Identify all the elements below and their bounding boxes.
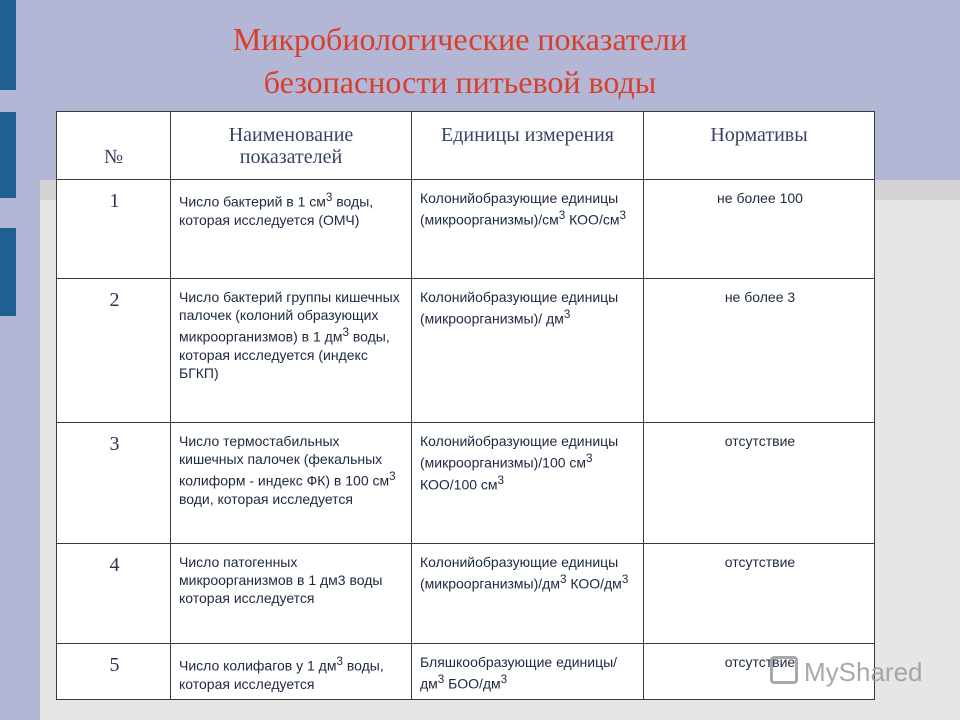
page-title (140, 18, 780, 104)
row-norm: не более 100 (644, 180, 875, 279)
row-norm: не более 3 (644, 279, 875, 423)
watermark-icon (770, 656, 798, 684)
watermark (770, 656, 923, 688)
title-line-2: безопасности питьевой воды (263, 64, 657, 100)
row-units: Бляшкообразующие единицы/$дм^3$ БОО/$дм^3$ (412, 644, 644, 700)
table-row (57, 180, 875, 279)
watermark-text: MyShared (804, 657, 923, 687)
row-name: Число бактерий в 1 $см^3$ воды, которая исследуется (ОМЧ) (171, 180, 412, 279)
row-norm: отсутствие (644, 544, 875, 644)
table-row (57, 423, 875, 544)
side-accent-bar (0, 112, 16, 198)
row-number: 5 (57, 644, 171, 700)
row-norm: отсутствие (644, 423, 875, 544)
table-header-row (57, 112, 875, 180)
row-number: 3 (57, 423, 171, 544)
table-row (57, 544, 875, 644)
row-units: Колонийобразующие единицы (микроорганизмы)/100 $см^3$ КОО/100 $см^3$ (412, 423, 644, 544)
header-norms: Нормативы (644, 112, 875, 180)
header-name: Наименование показателей (171, 112, 412, 180)
row-name: Число патогенных микроорганизмов в 1 дм3 воды которая исследуется (171, 544, 412, 644)
indicators-table (56, 111, 875, 700)
row-number: 4 (57, 544, 171, 644)
side-accent-bar (0, 0, 16, 90)
row-norm: отсутствие (644, 644, 875, 700)
row-units: Колонийобразующие единицы $(микроорганизмы)/см^3$ КОО/$см^3$ (412, 180, 644, 279)
table-row (57, 279, 875, 423)
table-row (57, 644, 875, 700)
row-units: Колонийобразующие единицы $(микроорганизмы)/дм^3$ КОО/$дм^3$ (412, 544, 644, 644)
side-accent-bar (0, 228, 16, 316)
row-name: Число колифагов у 1 $дм^3$ воды, которая исследуется (171, 644, 412, 700)
row-name: Число бактерий группы кишечных палочек (колоний образующих микроорганизмов) в 1 $дм^3$ воды, которая исследуется (индекс БГКП) (171, 279, 412, 423)
title-line-1: Микробиологические показатели (232, 21, 688, 57)
row-name: Число термостабильных кишечных палочек (фекальных колиформ - индекс ФК) в 100 $см^3$ води, которая исследуется (171, 423, 412, 544)
header-units: Единицы измерения (412, 112, 644, 180)
header-number: № (57, 112, 171, 180)
row-units: Колонийобразующие единицы (микроорганизмы)/ $дм^3$ (412, 279, 644, 423)
row-number: 2 (57, 279, 171, 423)
row-number: 1 (57, 180, 171, 279)
